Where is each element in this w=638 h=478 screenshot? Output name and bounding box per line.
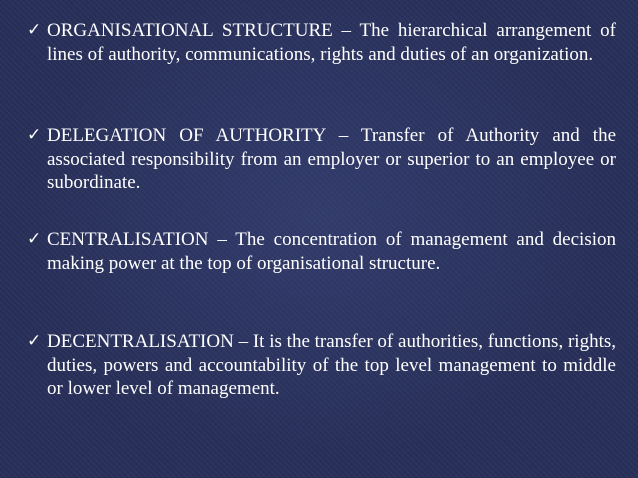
bullet-centralisation bbox=[27, 228, 616, 275]
check-mark-icon: ✓ bbox=[27, 125, 42, 145]
bullet-text: ORGANISATIONAL STRUCTURE – The hierarchical arrangement of lines of authority, communications, rights and duties of an organization. bbox=[47, 20, 616, 65]
bullet-text: DECENTRALISATION – It is the transfer of authorities, functions, rights, duties, powers and accountability of the top level management to middle or lower level of management. bbox=[47, 331, 616, 399]
check-mark-icon: ✓ bbox=[27, 20, 42, 40]
bullet-organisational-structure bbox=[27, 19, 616, 66]
bullet-text: CENTRALISATION – The concentration of management and decision making power at the top of organisational structure. bbox=[47, 229, 616, 274]
check-mark-icon: ✓ bbox=[27, 229, 42, 249]
bullet-decentralisation bbox=[27, 330, 616, 401]
check-mark-icon: ✓ bbox=[27, 331, 42, 351]
bullet-delegation-of-authority bbox=[27, 124, 616, 195]
bullet-text: DELEGATION OF AUTHORITY – Transfer of Authority and the associated responsibility from an employer or superior to an employee or subordinate. bbox=[47, 125, 616, 193]
